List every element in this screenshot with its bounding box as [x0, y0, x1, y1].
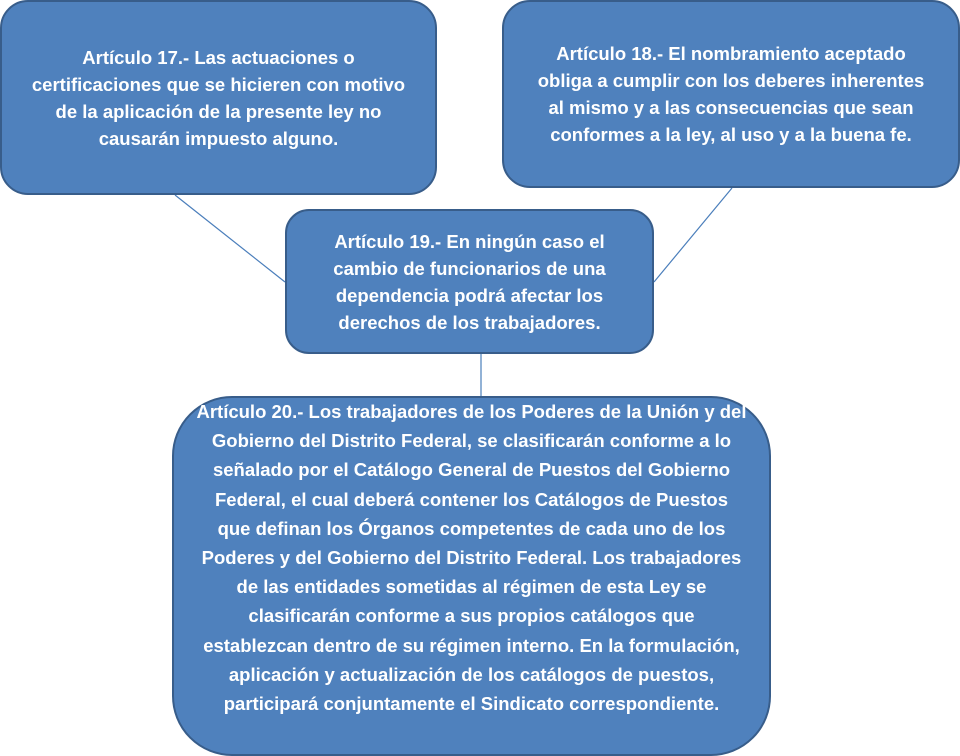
node-articulo-20-text: Artículo 20.- Los trabajadores de los Poderes de la Unión y del Gobierno del Distrito Federal, se clasificarán conforme a lo señalado por el Catálogo General de Puestos del Gobierno Federal, el cual deberá contener los Catálogos de Puestos que definan los Órganos competentes de cada uno de los Poderes y del Gobierno del Distrito Federal. Los trabajadores de las entidades sometidas al régimen de esta Ley se clasificarán conforme a sus propios catálogos que establezcan dentro de su régimen interno. En la formulación, aplicación y actualización de los catálogos de puestos, participará conjuntamente el Sindicato correspondiente.	[196, 401, 747, 715]
node-articulo-17-text: Artículo 17.- Las actuaciones o certificaciones que se hicieren con motivo de la aplicación de la presente ley no causarán impuesto alguno.	[31, 46, 406, 149]
node-articulo-19	[285, 209, 654, 354]
node-articulo-17	[0, 0, 437, 195]
connector-19-to-18	[654, 188, 732, 282]
node-articulo-18-text: Artículo 18.- El nombramiento aceptado obliga a cumplir con los deberes inherentes al mismo y a las consecuencias que sean conformes a la ley, al uso y a la buena fe.	[537, 43, 925, 145]
connector-19-to-17	[175, 195, 285, 282]
node-articulo-19-text: Artículo 19.- En ningún caso el cambio de funcionarios de una dependencia podrá afectar los derechos de los trabajadores.	[333, 230, 606, 333]
node-articulo-18	[502, 0, 960, 188]
node-articulo-20	[172, 396, 771, 756]
